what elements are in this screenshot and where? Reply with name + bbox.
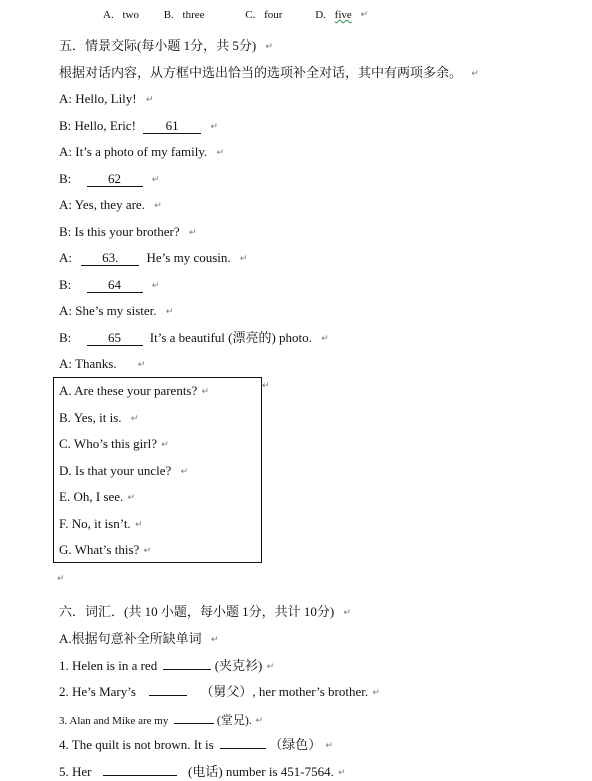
option-item-c xyxy=(59,436,169,453)
dialogue-text: It’s a beautiful (漂亮的) photo. xyxy=(149,330,312,345)
option-c-letter: C. xyxy=(245,9,256,21)
vocab-blank-4[interactable] xyxy=(220,748,266,749)
paragraph-mark: ↵ xyxy=(127,493,136,503)
vocab-text: 1. Helen is in a red xyxy=(59,658,158,673)
paragraph-mark: ↵ xyxy=(266,662,275,672)
dialogue-text: Is this your brother? xyxy=(74,224,180,239)
dialogue-line-5 xyxy=(59,197,162,214)
speaker-label: B: xyxy=(59,171,72,186)
speaker-label: B: xyxy=(59,277,72,292)
option-item-e xyxy=(59,489,135,506)
dialogue-line-4 xyxy=(59,171,159,188)
vocab-hint: （绿色） xyxy=(269,737,322,752)
dialogue-text: Hello, Eric! xyxy=(74,118,136,133)
dialogue-line-9 xyxy=(59,303,173,320)
section5-instruction-text: 根据对话内容，从方框中选出恰当的选项补全对话，其中有两项多余。 xyxy=(59,65,463,80)
vocab-blank-3[interactable] xyxy=(174,723,214,724)
paragraph-mark: ↵ xyxy=(262,381,270,391)
paragraph-mark: ↵ xyxy=(265,42,273,52)
answer-blank-63[interactable]: 63. xyxy=(81,251,139,266)
paragraph-mark: ↵ xyxy=(151,175,160,185)
paragraph-mark: ↵ xyxy=(338,768,346,778)
vocab-text: 3. Alan and Mike are my xyxy=(59,715,169,727)
paragraph-mark: ↵ xyxy=(137,360,146,370)
answer-blank-62[interactable]: 62 xyxy=(87,172,143,187)
paragraph-mark: ↵ xyxy=(180,467,189,477)
dialogue-line-3 xyxy=(59,144,224,161)
option-item-a xyxy=(59,383,209,400)
paragraph-mark: ↵ xyxy=(210,635,219,645)
paragraph-mark: ↵ xyxy=(325,741,333,751)
dialogue-line-1 xyxy=(59,91,153,108)
option-text: D. Is that your uncle? xyxy=(59,463,172,478)
paragraph-mark: ↵ xyxy=(145,95,154,105)
vocab-blank-1[interactable] xyxy=(163,669,211,670)
speaker-label: A: xyxy=(59,91,72,106)
paragraph-mark: ↵ xyxy=(239,254,248,264)
vocab-item-3 xyxy=(59,712,263,729)
speaker-label: B: xyxy=(59,330,72,345)
paragraph-mark: ↵ xyxy=(210,122,218,132)
section6-part-a-text: A.根据句意补全所缺单词 xyxy=(59,631,202,646)
option-text: F. No, it isn’t. xyxy=(59,516,131,531)
paragraph-mark: ↵ xyxy=(134,520,143,530)
option-b-text: three xyxy=(182,9,205,21)
dialogue-text: He’s my cousin. xyxy=(146,250,231,265)
dialogue-line-2 xyxy=(59,118,218,135)
option-text: C. Who’s this girl? xyxy=(59,436,157,451)
paragraph-mark: ↵ xyxy=(165,307,174,317)
dialogue-text: Yes, they are. xyxy=(74,197,145,212)
dialogue-text: Thanks. xyxy=(75,356,117,371)
option-item-b xyxy=(59,410,138,427)
paragraph-mark: ↵ xyxy=(130,414,139,424)
speaker-label: B: xyxy=(59,118,72,133)
vocab-blank-5[interactable] xyxy=(103,775,177,776)
dialogue-line-8 xyxy=(59,277,159,294)
section6-part-a xyxy=(59,631,218,648)
paragraph-mark: ↵ xyxy=(201,387,210,397)
speaker-label: B: xyxy=(59,224,72,239)
dialogue-line-7 xyxy=(59,250,247,267)
paragraph-mark: ↵ xyxy=(372,688,380,698)
option-text: A. Are these your parents? xyxy=(59,383,198,398)
vocab-hint: （舅父）, her mother’s brother. xyxy=(200,684,369,699)
option-c-text: four xyxy=(264,9,283,21)
option-item-d xyxy=(59,463,188,480)
speaker-label: A: xyxy=(59,197,72,212)
dialogue-text: Hello, Lily! xyxy=(75,91,137,106)
speaker-label: A: xyxy=(59,144,72,159)
paragraph-mark: ↵ xyxy=(255,716,264,726)
vocab-text: 5. Her xyxy=(59,764,92,779)
vocab-text: 4. The quilt is not brown. It is xyxy=(59,737,214,752)
speaker-label: A: xyxy=(59,250,72,265)
vocab-hint: (堂兄). xyxy=(216,713,252,727)
answer-blank-65[interactable]: 65 xyxy=(87,331,143,346)
section5-instruction xyxy=(59,65,479,82)
paragraph-mark: ↵ xyxy=(57,574,65,584)
section5-title-text: 五．情景交际(每小题 1分，共 5分) xyxy=(59,38,257,53)
paragraph-mark: ↵ xyxy=(188,228,197,238)
option-b-letter: B. xyxy=(163,9,174,21)
vocab-hint: (夹克衫) xyxy=(214,658,263,673)
paragraph-mark: ↵ xyxy=(161,440,169,450)
section6-title-text: 六．词汇．(共 10 小题，每小题 1分，共计 10分) xyxy=(59,604,335,619)
option-text: E. Oh, I see. xyxy=(59,489,124,504)
vocab-item-1 xyxy=(59,658,274,675)
option-a-text: two xyxy=(122,9,139,21)
vocab-item-4 xyxy=(59,737,333,754)
section6-title xyxy=(59,604,351,621)
paragraph-mark: ↵ xyxy=(143,546,152,556)
answer-blank-64[interactable]: 64 xyxy=(87,278,143,293)
option-d-letter: D. xyxy=(315,9,326,21)
option-a-letter: A. xyxy=(103,9,114,21)
option-d-text: five xyxy=(334,9,352,21)
vocab-blank-2[interactable] xyxy=(149,695,187,696)
paragraph-mark: ↵ xyxy=(360,10,369,20)
answer-blank-61[interactable]: 61 xyxy=(143,119,201,134)
section5-title xyxy=(59,38,273,55)
paragraph-mark: ↵ xyxy=(216,148,225,158)
speaker-label: A: xyxy=(59,303,72,318)
dialogue-line-10 xyxy=(59,330,329,347)
dialogue-line-6 xyxy=(59,224,196,241)
vocab-text: 2. He’s Mary’s xyxy=(59,684,136,699)
option-item-g xyxy=(59,542,151,559)
paragraph-mark: ↵ xyxy=(151,281,160,291)
dialogue-text: It’s a photo of my family. xyxy=(75,144,208,159)
vocab-item-2 xyxy=(59,684,380,701)
dialogue-text: She’s my sister. xyxy=(75,303,157,318)
option-text: G. What’s this? xyxy=(59,542,140,557)
speaker-label: A: xyxy=(59,356,72,371)
option-item-f xyxy=(59,516,142,533)
paragraph-mark: ↵ xyxy=(471,69,479,79)
option-text: B. Yes, it is. xyxy=(59,410,122,425)
dialogue-line-11 xyxy=(59,356,145,373)
vocab-hint: (电话) number is 451-7564. xyxy=(188,764,334,779)
paragraph-mark: ↵ xyxy=(343,608,351,618)
paragraph-mark: ↵ xyxy=(154,201,162,211)
question-options-row xyxy=(103,7,368,23)
vocab-item-5 xyxy=(59,764,346,781)
paragraph-mark: ↵ xyxy=(321,334,329,344)
